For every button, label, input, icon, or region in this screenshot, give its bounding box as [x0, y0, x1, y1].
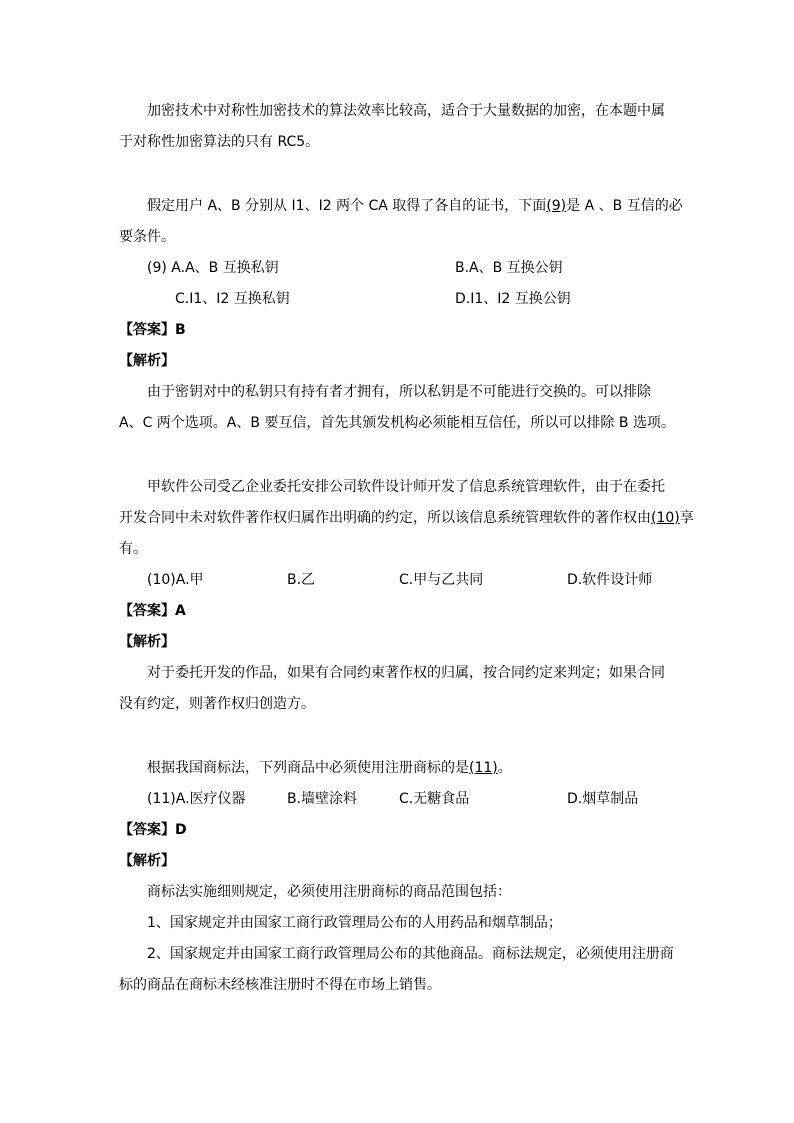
option-c: C.无糖食品	[399, 791, 470, 807]
option-d: D.软件设计师	[567, 572, 653, 588]
option-a: (10)A.甲	[147, 572, 204, 588]
explanation-line: 对于委托开发的作品，如果有合同约束著作权的归属，按合同约定来判定；如果合同	[147, 665, 665, 681]
analysis-label: 【解析】	[119, 353, 175, 369]
explanation-line: 标的商品在商标未经核准注册时不得在市场上销售。	[119, 977, 441, 993]
analysis-label: 【解析】	[119, 853, 175, 869]
explanation-line: A、C 两个选项。A、B 要互信，首先其颁发机构必须能相互信任，所以可以排除 B 选项。	[119, 415, 675, 431]
option-c: C.甲与乙共同	[399, 572, 484, 588]
explanation-line: 2、国家规定并由国家工商行政管理局公布的其他商品。商标法规定，必须使用注册商	[147, 946, 674, 962]
explanation-line: 没有约定，则著作权归创造方。	[119, 696, 315, 712]
stem-text: 根据我国商标法，下列商品中必须使用注册商标的是	[147, 760, 469, 776]
question-10-stem: 甲软件公司受乙企业委托安排公司软件设计师开发了信息系统管理软件，由于在委托	[147, 479, 665, 495]
option-d: D.I1、I2 互换公钥	[455, 291, 571, 307]
paragraph-line: 加密技术中对称性加密技术的算法效率比较高，适合于大量数据的加密，在本题中属	[147, 103, 665, 119]
question-10-stem-cont	[119, 508, 694, 528]
stem-text: 。	[497, 760, 512, 776]
question-9-stem	[147, 196, 683, 216]
option-b: B.A、B 互换公钥	[455, 260, 563, 276]
answer-label: 【答案】B	[119, 322, 186, 338]
stem-text: 假定用户 A、B 分别从 I1、I2 两个 CA 取得了各自的证书，下面	[147, 198, 547, 214]
answer-label: 【答案】D	[119, 822, 187, 838]
explanation-line: 商标法实施细则规定，必须使用注册商标的商品范围包括：	[147, 884, 511, 900]
answer-blank: (9)	[546, 198, 567, 214]
analysis-label: 【解析】	[119, 634, 175, 650]
explanation-line: 由于密钥对中的私钥只有持有者才拥有，所以私钥是不可能进行交换的。可以排除	[147, 384, 651, 400]
option-c: C.I1、I2 互换私钥	[175, 291, 290, 307]
option-b: B.墙壁涂料	[287, 791, 358, 807]
explanation-line: 1、国家规定并由国家工商行政管理局公布的人用药品和烟草制品；	[147, 915, 562, 931]
option-a: (9) A.A、B 互换私钥	[147, 260, 279, 276]
question-11-stem	[147, 758, 512, 778]
question-10-stem-end: 有。	[119, 541, 147, 557]
option-d: D.烟草制品	[567, 791, 639, 807]
option-a: (11)A.医疗仪器	[147, 791, 246, 807]
answer-blank: (10)	[651, 510, 680, 526]
stem-text: 享	[679, 510, 694, 526]
stem-text: 开发合同中未对软件著作权归属作出明确的约定，所以该信息系统管理软件的著作权由	[119, 510, 651, 526]
paragraph-line: 于对称性加密算法的只有 RC5。	[119, 134, 320, 150]
answer-blank: (11)	[469, 760, 498, 776]
option-b: B.乙	[287, 572, 316, 588]
answer-label: 【答案】A	[119, 603, 186, 619]
question-9-stem-cont: 要条件。	[119, 229, 175, 245]
stem-text: 是 A 、B 互信的必	[566, 198, 683, 214]
